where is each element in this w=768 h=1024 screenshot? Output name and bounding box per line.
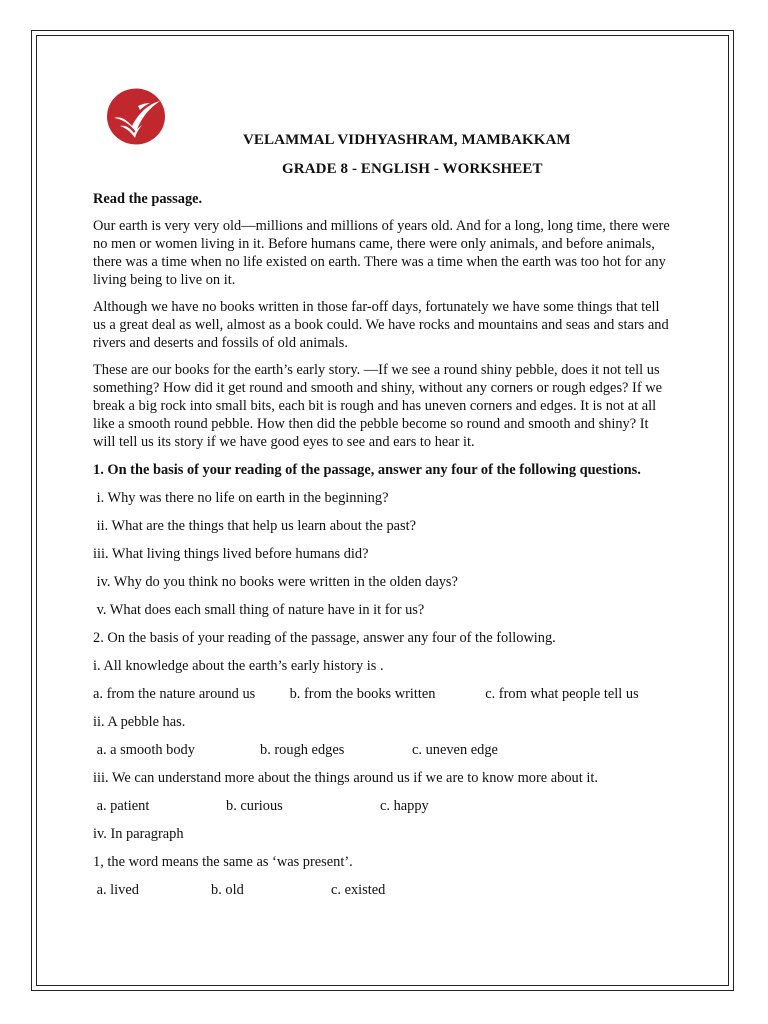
option-a: a. patient <box>93 798 150 814</box>
passage-paragraph-2: Although we have no books written in those far-off days, fortunately we have some things that tell us a great deal as well, almost as a book could. We have rocks and mountains and seas and stars and rivers and deserts and fossils of old animals. <box>93 299 669 351</box>
mcq-3-stem: iii. We can understand more about the things around us if we are to know more about it. <box>93 770 598 786</box>
option-b: b. from the books written <box>289 686 436 702</box>
worksheet-title: GRADE 8 - ENGLISH - WORKSHEET <box>282 161 543 177</box>
mcq-1-options <box>93 685 673 703</box>
passage-paragraph-1: Our earth is very very old—millions and millions of years old. And for a long, long time, there were no men or women living in it. Before humans came, there were only animals, and before animals, there was a time when no life existed on earth. There was a time when the earth was too hot for any living being to live on it. <box>93 218 670 288</box>
mcq-2-stem: ii. A pebble has. <box>93 714 186 730</box>
option-c: c. uneven edge <box>412 742 498 758</box>
option-a: a. from the nature around us <box>93 686 256 702</box>
mcq-2-options <box>93 741 673 759</box>
option-b: b. old <box>211 882 244 898</box>
worksheet-content <box>93 190 673 899</box>
question-1-iv: iv. Why do you think no books were written in the olden days? <box>93 574 458 590</box>
passage-paragraph-3: These are our books for the earth’s early story. —If we see a round shiny pebble, does it not tell us something? How did it get round and smooth and shiny, without any corners or rough edges? If we break a big rock into small bits, each bit is rough and has uneven corners and edges. It is not at all like a smooth round pebble. How then did the pebble become so round and smooth and shiny? It will tell us its story if we have good eyes to see and ears to hear it. <box>93 362 662 450</box>
option-b: b. rough edges <box>260 742 345 758</box>
option-c: c. from what people tell us <box>485 686 639 702</box>
option-b: b. curious <box>226 798 283 814</box>
mcq-3-options <box>93 797 673 815</box>
question-1-i: i. Why was there no life on earth in the beginning? <box>93 490 389 506</box>
option-c: c. existed <box>331 882 386 898</box>
mcq-4-stem: iv. In paragraph <box>93 826 184 842</box>
school-logo-icon <box>106 88 166 145</box>
option-a: a. a smooth body <box>93 742 195 758</box>
question-1-iii: iii. What living things lived before humans did? <box>93 546 369 562</box>
school-name: VELAMMAL VIDHYASHRAM, MAMBAKKAM <box>243 132 571 148</box>
section-1-heading: 1. On the basis of your reading of the passage, answer any four of the following questions. <box>93 462 641 478</box>
question-1-ii: ii. What are the things that help us learn about the past? <box>93 518 417 534</box>
option-a: a. lived <box>93 882 139 898</box>
section-2-heading: 2. On the basis of your reading of the passage, answer any four of the following. <box>93 630 556 646</box>
question-1-v: v. What does each small thing of nature have in it for us? <box>93 602 425 618</box>
passage-instruction: Read the passage. <box>93 191 203 207</box>
option-c: c. happy <box>380 798 429 814</box>
mcq-4-stem-continued: 1, the word means the same as ‘was present’. <box>93 854 353 870</box>
mcq-4-options <box>93 881 673 899</box>
mcq-1-stem: i. All knowledge about the earth’s early history is . <box>93 658 384 674</box>
